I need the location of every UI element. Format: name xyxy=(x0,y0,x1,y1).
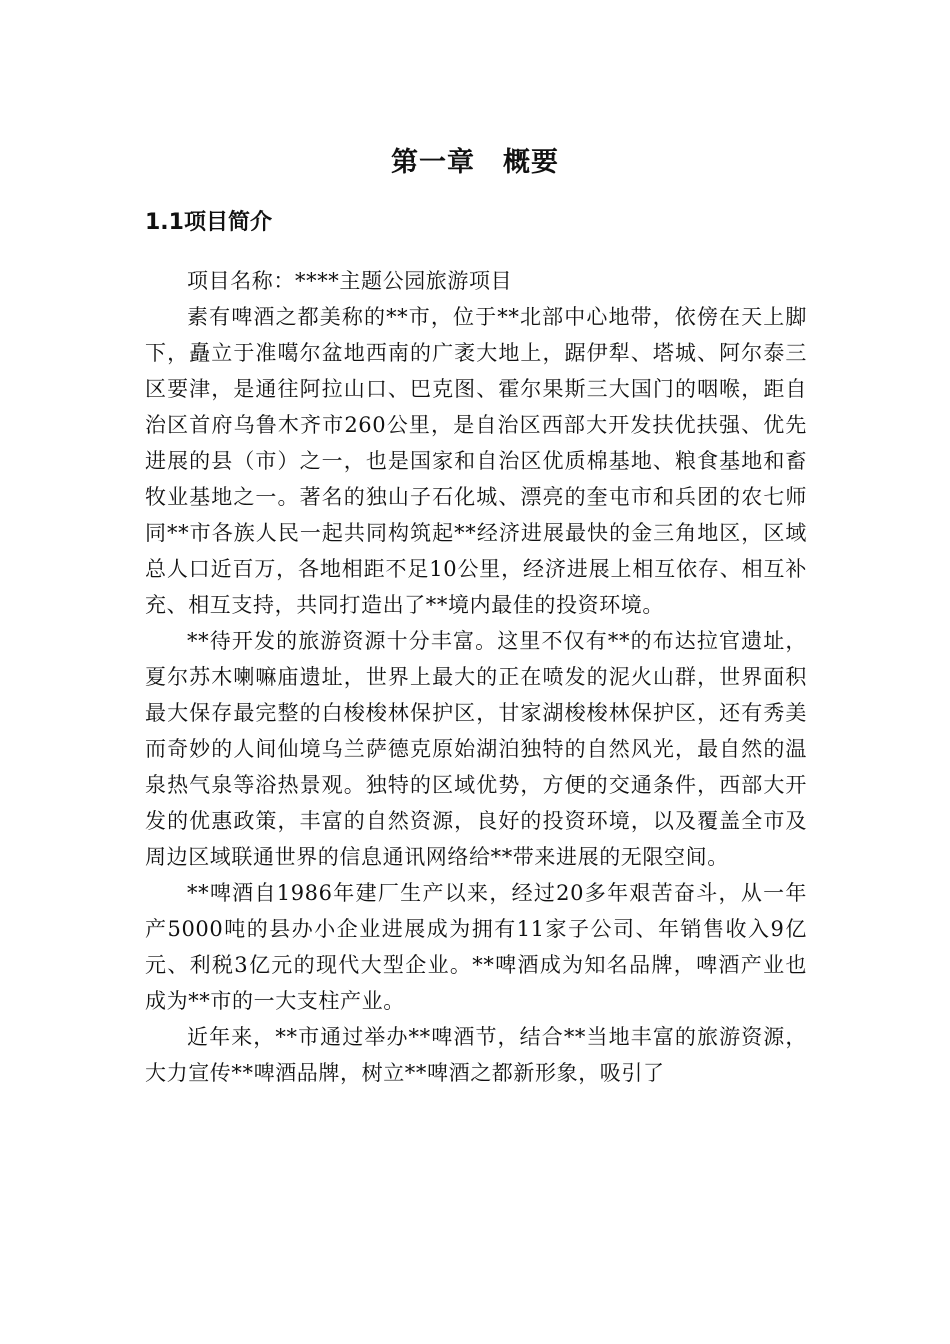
paragraph-project-name: 项目名称：****主题公园旅游项目 xyxy=(187,269,513,293)
paragraph-beer-festival: 近年来，**市通过举办**啤酒节，结合**当地丰富的旅游资源，大力宣传**啤酒品牌，树立**啤酒之都新形象，吸引了 xyxy=(145,1025,807,1085)
chapter-title: 第一章 概要 xyxy=(391,147,559,178)
paragraph-city-introduction: 素有啤酒之都美称的**市，位于**北部中心地带，依傍在天上脚下，矗立于准噶尔盆地西南的广袤大地上，踞伊犁、塔城、阿尔泰三区要津，是通往阿拉山口、巴克图、霍尔果斯三大国门的咽喉，距自治区首府乌鲁木齐市260公里，是自治区西部大开发扶优扶强、优先进展的县（市）之一，也是国家和自治区优质棉基地、粮食基地和畜牧业基地之一。著名的独山子石化城、漂亮的奎屯市和兵团的农七师同**市各族人民一起共同构筑起**经济进展最快的金三角地区，区域总人口近百万，各地相距不足10公里，经济进展上相互依存、相互补充、相互支持，共同打造出了**境内最佳的投资环境。 xyxy=(145,305,807,617)
section-heading: 1.1项目简介 xyxy=(145,210,272,235)
paragraph-tourism-resources: **待开发的旅游资源十分丰富。这里不仅有**的布达拉官遗址，夏尔苏木喇嘛庙遗址，世界上最大的正在喷发的泥火山群，世界面积最大保存最完整的白梭梭林保护区，甘家湖梭梭林保护区，还有秀美而奇妙的人间仙境乌兰萨德克原始湖泊独特的自然风光，最自然的温泉热气泉等浴热景观。独特的区域优势，方便的交通条件，西部大开发的优惠政策，丰富的自然资源，良好的投资环境，以及覆盖全市及周边区域联通世界的信息通讯网络给**带来进展的无限空间。 xyxy=(145,629,807,869)
body-text xyxy=(145,263,807,1091)
paragraph-beer-company: **啤酒自1986年建厂生产以来，经过20多年艰苦奋斗，从一年产5000吨的县办小企业进展成为拥有11家子公司、年销售收入9亿元、利税3亿元的现代大型企业。**啤酒成为知名品牌，啤酒产业也成为**市的一大支柱产业。 xyxy=(145,881,807,1013)
